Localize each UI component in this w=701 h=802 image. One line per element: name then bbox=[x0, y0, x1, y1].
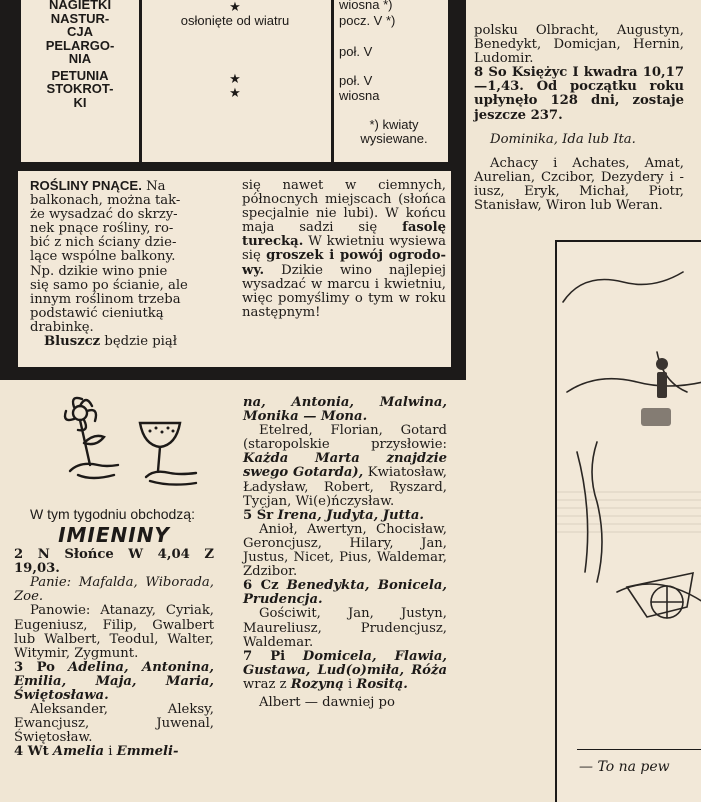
climbing-plants-box bbox=[18, 171, 451, 367]
table-note: ★ bbox=[229, 71, 241, 86]
climbing-plants-col1: ROŚLINY PNĄCE. Na balkonach, można tak- że wysadzać do skrzy- nek pnące rośliny, ro- bić z nich ściany dzie- lące wspólne balkony. Np. dzikie wino pnie się samo po ścianie, ale innym roślinom trzeba podstawić cieniutką drabinkę. Bluszcz będzie piął bbox=[30, 178, 188, 350]
table-name: CJA bbox=[66, 24, 93, 39]
table-time: wiosna bbox=[339, 88, 380, 103]
table-time: pocz. V *) bbox=[339, 13, 396, 28]
cartoon-panel bbox=[555, 240, 701, 802]
planting-table bbox=[18, 0, 451, 165]
table-name: NASTUR- bbox=[50, 11, 110, 26]
table-time: wiosna *) bbox=[339, 0, 393, 12]
cartoon-caption: — To na pew bbox=[579, 759, 670, 775]
calendar-column-right: polsku Olbracht, Augustyn, Benedykt, Domicjan, Hernin, Ludomir. 8 So Księżyc I kwadra 10,17—1,43. Od początku roku upłynęło 128 dni, zostaje jeszcze 237. Dominika, Ida lub Ita. Achacy i Achates, Amat, Aurelian, Czcibor, Dezydery i -iusz, Eryk, Michał, Piotr, Stanisław, Wiron lub Weran. bbox=[474, 23, 684, 214]
namedays-col-left: W tym tygodniu obchodzą: IMIENINY 2 N Słońce W 4,04 Z 19,03. Panie: Mafalda, Wiborada, Zoe. Panowie: Atanazy, Cyriak, Eugeniusz, Filip, Gwalbert lub Walbert, Teodul, Walter, Witymir, Zygmunt. 3 Po Adelina, Antonina, Emilia, Maja, Maria, Świętosława. Aleksander, Aleksy, Ewancjusz, Juwenal, Świętosław. 4 Wt Amelia i Emmeli- bbox=[14, 506, 214, 760]
table-note: osłonięte od wiatru bbox=[180, 13, 290, 28]
table-name: NIA bbox=[68, 51, 92, 66]
table-name: KI bbox=[73, 95, 87, 110]
table-note: ★ bbox=[229, 85, 241, 100]
table-time: poł. V bbox=[339, 44, 373, 59]
table-time: poł. V bbox=[339, 73, 373, 88]
flower-hands-illustration bbox=[50, 393, 210, 493]
table-divider bbox=[331, 0, 334, 162]
table-note: ★ bbox=[229, 0, 241, 14]
climbing-plants-col2: się nawet w ciemnych, północnych miejscach (słońca specjalnie nie lubi). W końcu maja sadzi się fasolę turecką. W kwietniu wysiewa się groszek i powój ogrodo-wy. Dzikie wino najlepiej wysadzać w marcu i kwietniu, więc pomyślimy o tym w roku następnym! bbox=[242, 178, 446, 320]
section-title: ROŚLINY PNĄCE. bbox=[30, 178, 142, 193]
table-name: PETUNIA bbox=[51, 68, 109, 83]
table-name: STOKROT- bbox=[46, 81, 114, 96]
table-name: NAGIETKI bbox=[48, 0, 112, 12]
table-footnote: wysiewane. bbox=[360, 131, 428, 146]
namedays-col-middle: na, Antonia, Malwina, Monika — Mona. Etelred, Florian, Gotard (staropolskie przysłowie: Każda Marta znajdzie swego Gotarda), Kwiatosław, Ładysław, Robert, Ryszard, Tycjan, Wi(e)ńczysław. 5 Śr Irena, Judyta, Jutta. Anioł, Awertyn, Chocisław, Geroncjusz, Hilary, Jan, Justus, Nicet, Pius, Waldemar, Zdzibor. 6 Cz Benedykta, Bonicela, Prudencja. Gościwit, Jan, Justyn, Maureliusz, Prudencjusz, Waldemar. 7 Pi Domicela, Flawia, Gustawa, Lud(o)miła, Róża wraz z Rozyną i Rositą. Albert — dawniej po bbox=[243, 395, 447, 710]
cartoon-drawing bbox=[557, 242, 701, 802]
table-name: PELARGO- bbox=[45, 38, 115, 53]
namedays-title: IMIENINY bbox=[58, 523, 170, 547]
caption-rule bbox=[577, 749, 701, 750]
table-footnote: *) kwiaty bbox=[369, 117, 419, 132]
